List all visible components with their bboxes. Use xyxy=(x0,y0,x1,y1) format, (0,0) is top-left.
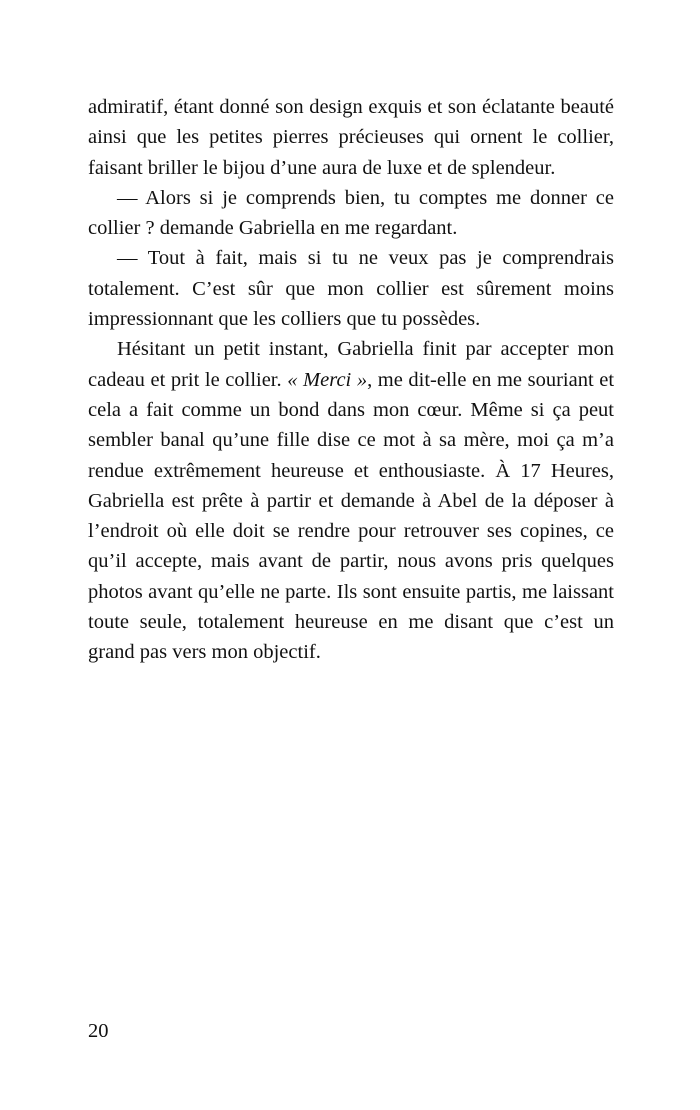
paragraph-continuation: admiratif, étant donné son design exquis et son éclatante beauté ainsi que les petites pierres précieuses qui ornent le collier, faisant briller le bijou d’une aura de luxe et de splendeur. xyxy=(88,96,614,179)
page-body xyxy=(88,92,614,668)
dialogue-line-answer: — Tout à fait, mais si tu ne veux pas je comprendrais totalement. C’est sûr que mon collier est sûrement moins impressionnant que les colliers que tu possèdes. xyxy=(88,247,614,331)
quoted-word: « Merci » xyxy=(287,368,368,391)
page-number: 20 xyxy=(88,1020,109,1042)
narrative-text-after: , me dit-elle en me souriant et cela a fait comme un bond dans mon cœur. Même si ça peut sembler banal qu’une fille dise ce mot à sa mère, moi ça m’a rendue extrêmement heureuse et enthousiaste. À 17 Heures, Gabriella est prête à partir et demande à Abel de la déposer à l’endroit où elle doit se rendre pour retrouver ses copines, ce qu’il accepte, mais avant de partir, nous avons pris quelques photos avant qu’elle ne parte. Ils sont ensuite partis, me laissant toute seule, totalement heureuse en me disant que c’est un grand pas vers mon objectif. xyxy=(88,368,615,664)
narrative-text-before: Hésitant un petit instant, Gabriella finit par accepter mon cadeau et prit le collier. xyxy=(88,338,614,391)
dialogue-line-question: — Alors si je comprends bien, tu comptes me donner ce collier ? demande Gabriella en me regardant. xyxy=(88,186,614,240)
paragraph-narrative xyxy=(88,334,614,667)
